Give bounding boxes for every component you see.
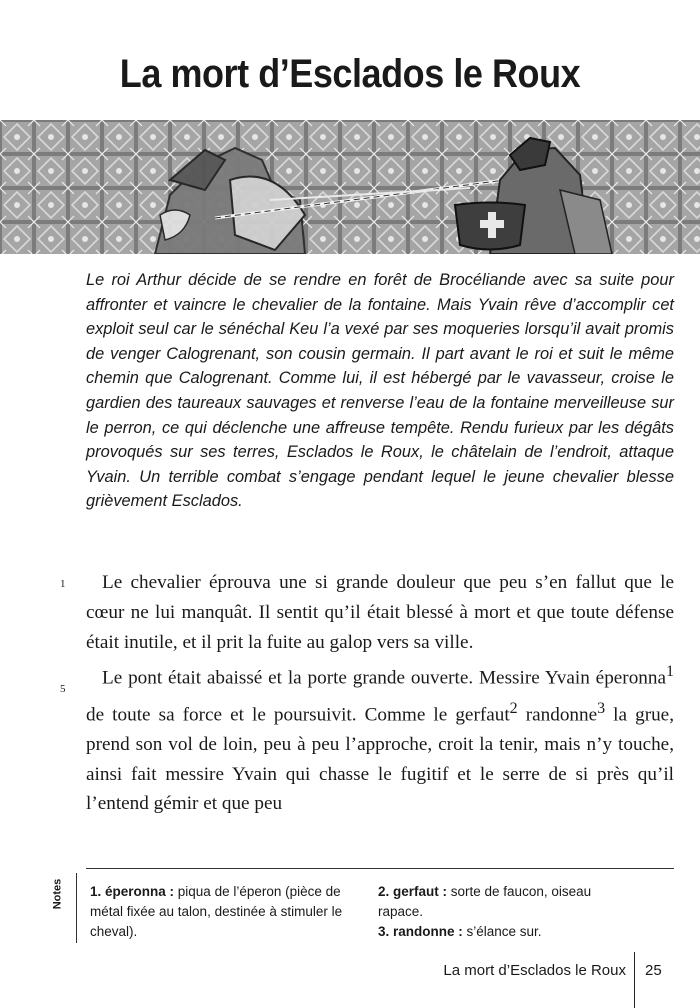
footnote-1: 1. éperonna : piqua de l’éperon (pièce de métal fixée au talon, destinée à stimuler le cheval).	[90, 884, 343, 939]
paragraph: Le chevalier éprouva une si grande douleur que peu s’en fallut que le cœur ne lui manquât. Il sentit qu’il était blessé à mort et que toute défense était inutile, et il prit la fuite au galop vers sa ville.	[86, 572, 674, 653]
footnote-2-3	[378, 882, 618, 942]
footer-divider	[634, 952, 635, 1008]
notes-label: Notes	[51, 878, 64, 910]
footnote-3: 3. randonne : s’élance sur.	[378, 924, 542, 939]
knights-jousting-illustration	[0, 120, 700, 254]
running-title: La mort d’Esclados le Roux	[443, 962, 626, 979]
page-title: La mort d’Esclados le Roux	[119, 52, 581, 96]
illustration-banner	[0, 120, 700, 254]
line-number: 5	[60, 683, 66, 695]
notes-vertical-rule	[76, 873, 77, 943]
page-number: 25	[645, 962, 662, 979]
footnote-2: 2. gerfaut : sorte de faucon, oiseau rapace.	[378, 884, 592, 919]
chapter-introduction: Le roi Arthur décide de se rendre en forêt de Brocéliande avec sa suite pour affronter et vaincre le chevalier de la fontaine. Mais Yvain rêve d’accomplir cet exploit seul car le sénéchal Keu l’a vexé par ses moqueries lorsqu’il avait promis de venger Calogrenant, son cousin germain. Il part avant le roi et suit le même chemin que Calogrenant. Comme lui, il est hébergé par le vavasseur, croise le gardien des taureaux sauvages et renverse l’eau de la fontaine merveilleuse sur le perron, ce qui déclenche une affreuse tempête. Rendu furieux par les dégâts provoqués sur ses terres, Esclados le Roux, le châtelain de l’endroit, attaque Yvain. Un terrible combat s’engage pendant lequel le jeune chevalier blesse grièvement Esclados.	[86, 271, 674, 511]
line-number: 1	[60, 578, 66, 590]
main-text	[86, 568, 674, 819]
footnote-ref[interactable]: 3	[597, 699, 606, 717]
footnote-ref[interactable]: 1	[666, 663, 674, 681]
footnote-ref[interactable]: 2	[509, 699, 518, 717]
notes-divider	[86, 868, 674, 869]
paragraph: Le pont était abaissé et la porte grande ouverte. Messire Yvain éperonna$^1$ de toute sa force et le poursuivit. Comme le gerfaut$^2$ randonne$^3$ la grue, prend son vol de loin, peu à peu l’approche, croit la tenir, mais n’y touche, ainsi fait messire Yvain qui chasse le fugitif et le serre de si près qu’il l’entend gémir et que peu	[86, 663, 674, 815]
